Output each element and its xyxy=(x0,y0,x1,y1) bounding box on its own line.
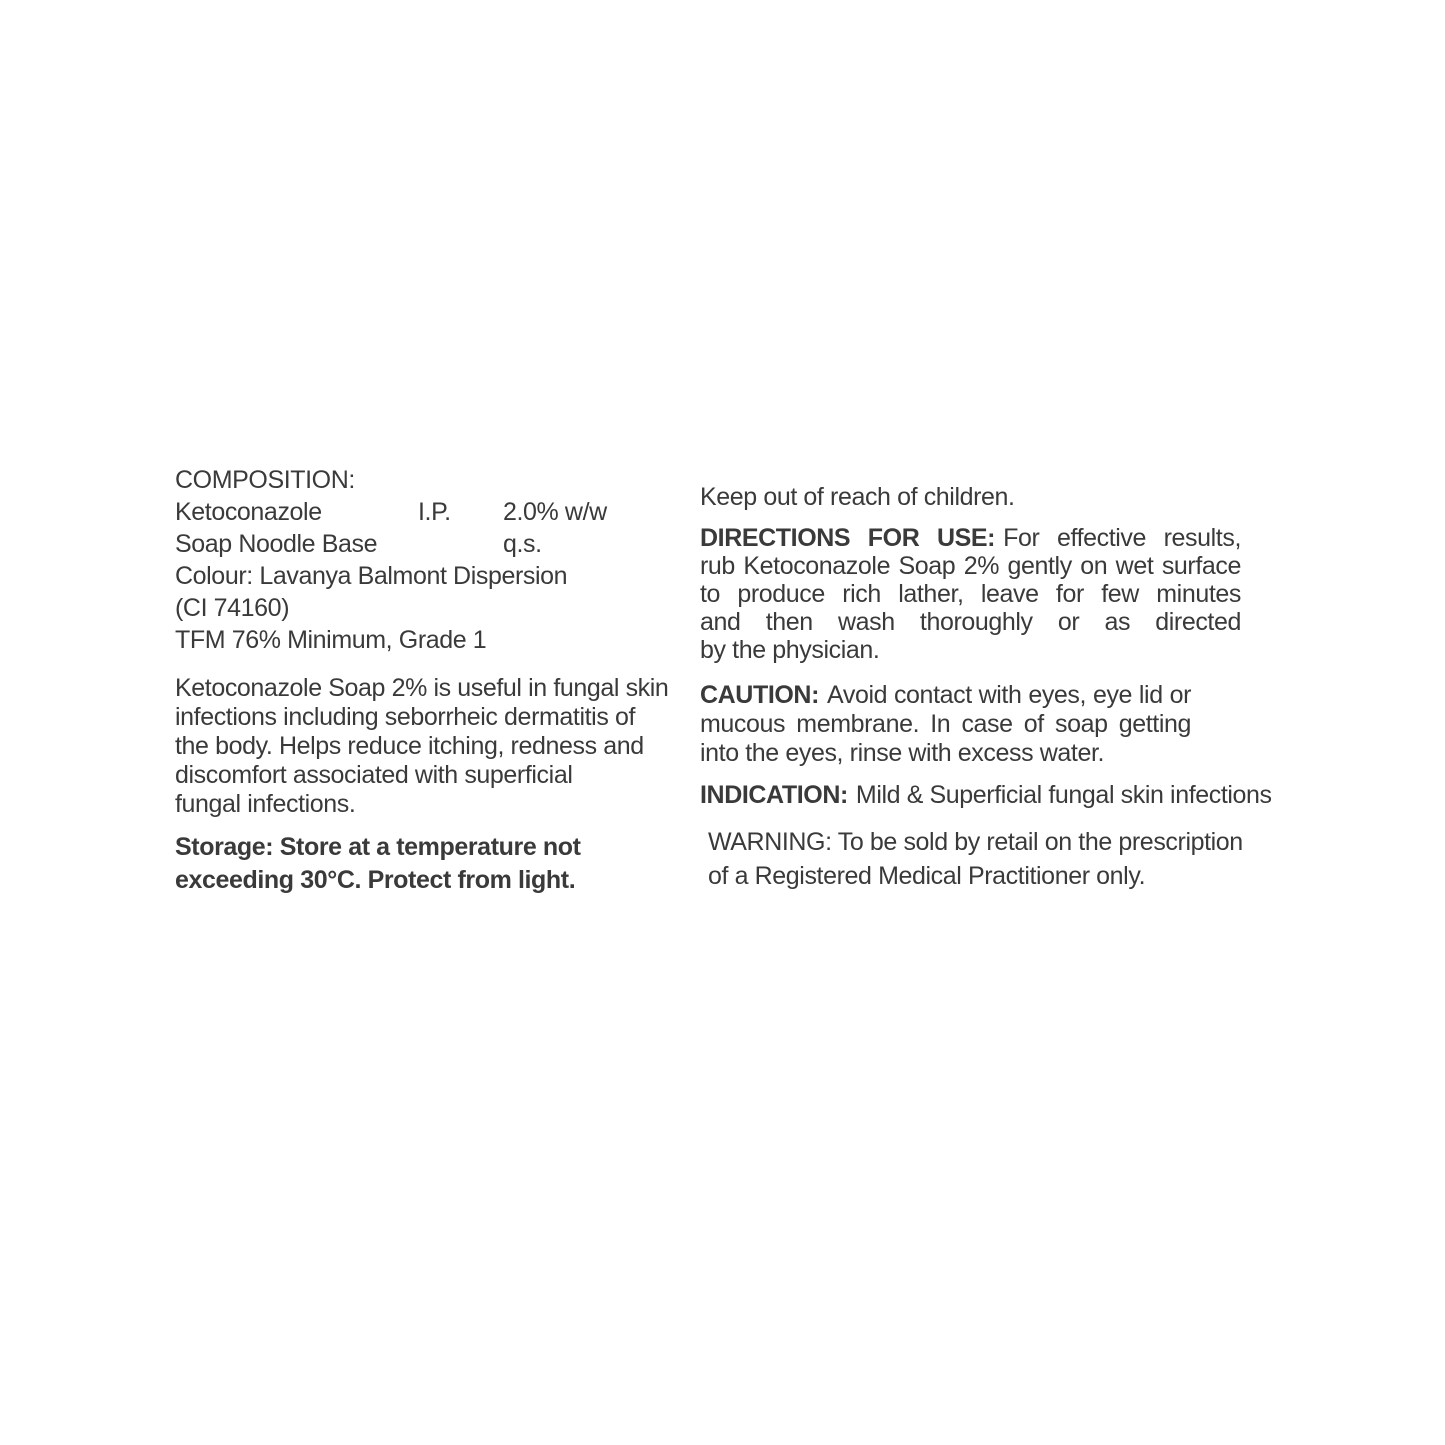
pharmacopeia: I.P. xyxy=(418,498,451,526)
caution-line: into the eyes, rinse with excess water. xyxy=(700,739,1105,767)
caution-paragraph xyxy=(700,681,1191,768)
directions-text: For effective results, xyxy=(1003,524,1242,552)
storage-note xyxy=(175,831,667,897)
directions-line xyxy=(700,524,1241,552)
description-line: fungal infections. xyxy=(175,790,356,818)
storage-line: exceeding 30°C. Protect from light. xyxy=(175,866,576,894)
directions-paragraph xyxy=(700,524,1241,664)
description-line: Ketoconazole Soap 2% is useful in fungal skin xyxy=(175,674,669,702)
colour-line: Colour: Lavanya Balmont Dispersion xyxy=(175,562,568,590)
directions-line: by the physician. xyxy=(700,636,880,664)
storage-line: Storage: Store at a temperature not xyxy=(175,833,581,861)
indication-line xyxy=(700,780,1272,810)
indication-text: Mild & Superficial fungal skin infections xyxy=(855,781,1272,809)
ingredient-amount: 2.0% w/w xyxy=(503,498,607,526)
directions-line: rub Ketoconazole Soap 2% gently on wet surface xyxy=(700,552,1241,580)
composition-row xyxy=(175,496,667,528)
caution-line: mucous membrane. In case of soap getting xyxy=(700,710,1191,738)
composition-heading: COMPOSITION: xyxy=(175,466,355,494)
ci-line: (CI 74160) xyxy=(175,594,290,622)
keep-out-note: Keep out of reach of children. xyxy=(700,483,1015,511)
ingredient-name: Ketoconazole xyxy=(175,498,322,526)
ingredient-amount: q.s. xyxy=(503,530,542,558)
indication-label: INDICATION: xyxy=(700,781,848,809)
directions-line: and then wash thoroughly or as directed xyxy=(700,608,1241,636)
composition-row xyxy=(175,528,667,560)
directions-line: to produce rich lather, leave for few minutes xyxy=(700,580,1241,608)
pharmacopeia xyxy=(418,528,503,560)
description-line: infections including seborrheic dermatitis of xyxy=(175,703,636,731)
warning-line: WARNING: To be sold by retail on the prescription xyxy=(708,828,1243,856)
warning-line: of a Registered Medical Practitioner only. xyxy=(708,862,1146,890)
description-line: the body. Helps reduce itching, redness and xyxy=(175,732,644,760)
description-line: discomfort associated with superficial xyxy=(175,761,573,789)
tfm-line: TFM 76% Minimum, Grade 1 xyxy=(175,626,487,654)
warning-note xyxy=(708,825,1260,893)
right-column xyxy=(700,482,1272,893)
directions-label: DIRECTIONS FOR USE: xyxy=(700,524,996,552)
left-column xyxy=(175,464,667,897)
caution-line xyxy=(700,681,1191,710)
ingredient-name: Soap Noodle Base xyxy=(175,530,378,558)
caution-text: Avoid contact with eyes, eye lid or xyxy=(827,681,1191,709)
description-paragraph xyxy=(175,674,667,819)
caution-label: CAUTION: xyxy=(700,681,820,709)
